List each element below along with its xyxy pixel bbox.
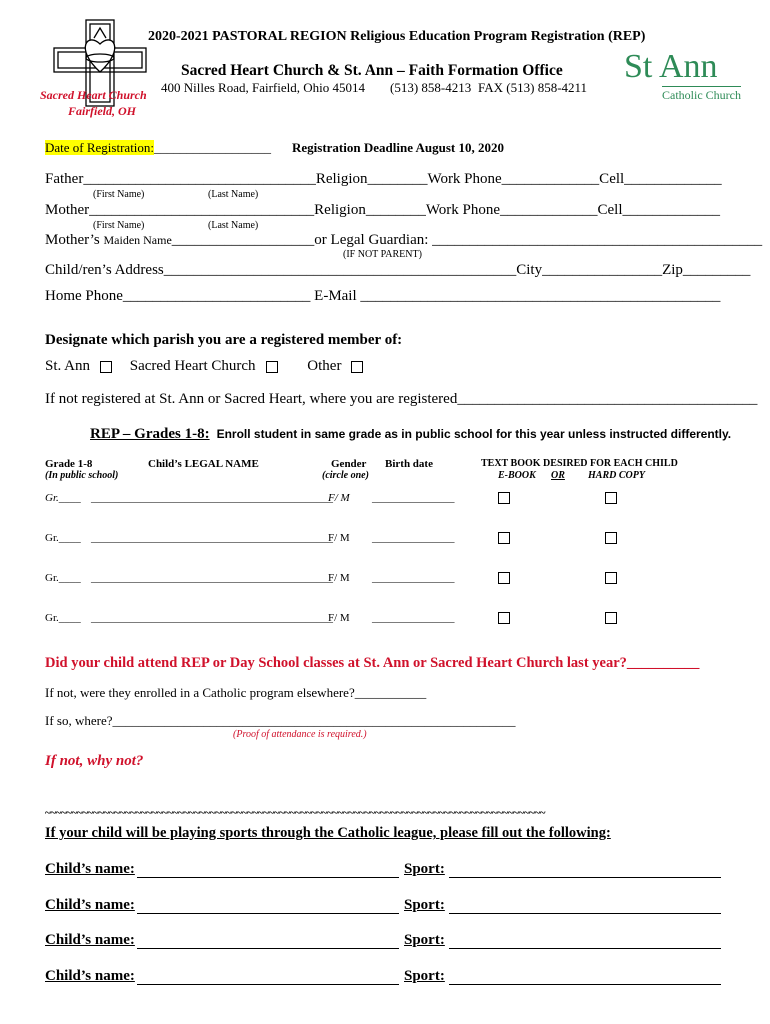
home-phone-email-line[interactable]: Home Phone_________________________ E-Mail ________________________________________________ bbox=[45, 288, 721, 304]
row-name[interactable]: ____________________________________________ bbox=[91, 532, 333, 544]
mother-line[interactable]: Mother______________________________Religion________Work Phone_____________Cell_____________ bbox=[45, 202, 721, 218]
why-not-label: If not, why not? bbox=[45, 753, 144, 769]
child-name-label: Child’s name: bbox=[45, 897, 135, 913]
child-name-line[interactable] bbox=[137, 913, 399, 914]
hardcopy-checkbox[interactable] bbox=[605, 572, 617, 584]
where-line[interactable]: If so, where?______________________________________________________________ bbox=[45, 713, 516, 728]
maiden-blank: ___________________or Legal Guardian: ____________________________________________ bbox=[171, 232, 763, 248]
logo-right-sub: Catholic Church bbox=[662, 88, 741, 102]
sports-row bbox=[45, 897, 725, 914]
maiden-label: Mother’s bbox=[45, 232, 100, 248]
col-book: TEXT BOOK DESIRED FOR EACH CHILD bbox=[481, 458, 678, 469]
row-name[interactable]: ____________________________________________ bbox=[91, 572, 333, 584]
office-address: 400 Nilles Road, Fairfield, Ohio 45014 bbox=[161, 80, 366, 95]
st-ann-logo bbox=[622, 48, 741, 102]
ebook-checkbox[interactable] bbox=[498, 612, 510, 624]
row-birth[interactable]: _______________ bbox=[372, 532, 455, 544]
sport-line[interactable] bbox=[449, 913, 721, 914]
sport-label: Sport: bbox=[404, 932, 445, 948]
row-name[interactable]: ____________________________________________ bbox=[91, 612, 333, 624]
col-ebook: E-BOOK bbox=[498, 470, 536, 481]
row-birth[interactable]: _______________ bbox=[372, 492, 455, 504]
sports-row bbox=[45, 932, 725, 949]
row-grade[interactable]: Gr.____ bbox=[45, 572, 81, 584]
table-row bbox=[45, 572, 745, 588]
sport-label: Sport: bbox=[404, 897, 445, 913]
table-row bbox=[45, 492, 745, 508]
sport-line[interactable] bbox=[449, 877, 721, 878]
sports-row bbox=[45, 861, 725, 878]
sports-heading: If your child will be playing sports through the Catholic league, please fill out the following: bbox=[45, 825, 611, 841]
col-grade: Grade 1-8 bbox=[45, 458, 93, 470]
table-row bbox=[45, 532, 745, 548]
opt-st-ann-label: St. Ann bbox=[45, 358, 91, 374]
proof-note: (Proof of attendance is required.) bbox=[233, 729, 367, 740]
row-name[interactable]: ____________________________________________ bbox=[91, 492, 333, 504]
mother-last-label: (Last Name) bbox=[208, 220, 259, 231]
child-name-label: Child’s name: bbox=[45, 932, 135, 948]
if-not-parent-label: (IF NOT PARENT) bbox=[343, 249, 422, 260]
father-line[interactable]: Father_______________________________Religion________Work Phone_____________Cell_____________ bbox=[45, 171, 722, 187]
opt-other-label: Other bbox=[307, 358, 342, 374]
child-name-label: Child’s name: bbox=[45, 968, 135, 984]
logo-left-line2: Fairfield, OH bbox=[68, 104, 136, 118]
registered-elsewhere-line[interactable]: If not registered at St. Ann or Sacred Heart, where you are registered________________________________________ bbox=[45, 391, 758, 407]
row-grade[interactable]: Gr.____ bbox=[45, 492, 81, 504]
parish-options bbox=[45, 358, 363, 375]
logo-left-line1: Sacred Heart Church bbox=[40, 88, 147, 102]
parish-heading: Designate which parish you are a registered member of: bbox=[45, 332, 403, 348]
enrolled-elsewhere-line[interactable]: If not, were they enrolled in a Catholic program elsewhere?___________ bbox=[45, 685, 427, 700]
ebook-checkbox[interactable] bbox=[498, 572, 510, 584]
hardcopy-checkbox[interactable] bbox=[605, 492, 617, 504]
date-blank: __________________ bbox=[154, 140, 272, 155]
sport-line[interactable] bbox=[449, 948, 721, 949]
row-grade[interactable]: Gr.____ bbox=[45, 532, 81, 544]
col-gender: Gender bbox=[331, 458, 367, 470]
col-grade-sub: (In public school) bbox=[45, 470, 119, 481]
col-hard: HARD COPY bbox=[588, 470, 645, 481]
logo-right-name: St Ann bbox=[624, 48, 718, 85]
sacred-heart-checkbox[interactable] bbox=[266, 361, 278, 373]
registration-deadline: Registration Deadline August 10, 2020 bbox=[292, 140, 504, 155]
mother-first-label: (First Name) bbox=[93, 220, 145, 231]
row-gender[interactable]: F/ M bbox=[328, 492, 350, 504]
address-line[interactable]: Child/ren’s Address_______________________________________________City________________Zip_________ bbox=[45, 262, 751, 278]
child-name-line[interactable] bbox=[137, 948, 399, 949]
date-label: Date of Registration: bbox=[45, 140, 155, 155]
maiden-small: Maiden Name bbox=[103, 233, 172, 247]
table-row bbox=[45, 612, 745, 628]
row-birth[interactable]: _______________ bbox=[372, 612, 455, 624]
row-gender[interactable]: F/ M bbox=[328, 612, 350, 624]
date-of-registration[interactable] bbox=[45, 140, 271, 156]
father-first-label: (First Name) bbox=[93, 189, 145, 200]
ebook-checkbox[interactable] bbox=[498, 532, 510, 544]
office-name: Sacred Heart Church & St. Ann – Faith Formation Office bbox=[181, 62, 563, 79]
st-ann-checkbox[interactable] bbox=[100, 361, 112, 373]
child-name-label: Child’s name: bbox=[45, 861, 135, 877]
sport-label: Sport: bbox=[404, 861, 445, 877]
office-phone: (513) 858-4213 bbox=[390, 80, 472, 95]
row-birth[interactable]: _______________ bbox=[372, 572, 455, 584]
child-name-line[interactable] bbox=[137, 877, 399, 878]
sport-label: Sport: bbox=[404, 968, 445, 984]
divider: ~~~~~~~~~~~~~~~~~~~~~~~~~~~~~~~~~~~~~~~~~~~~~~~~~~~~~~~~~~~~~~~~~~~~~~~~~~~~~~~~~~~~~~~~~~~~~~ bbox=[45, 807, 546, 819]
opt-sacred-heart-label: Sacred Heart Church bbox=[129, 358, 256, 374]
other-checkbox[interactable] bbox=[351, 361, 363, 373]
sport-line[interactable] bbox=[449, 984, 721, 985]
hardcopy-checkbox[interactable] bbox=[605, 612, 617, 624]
rep-heading-line bbox=[90, 425, 731, 443]
row-gender[interactable]: F/ M bbox=[328, 532, 350, 544]
rep-heading: REP – Grades 1-8: bbox=[90, 426, 210, 442]
col-gender-sub: (circle one) bbox=[322, 470, 369, 481]
child-name-line[interactable] bbox=[137, 984, 399, 985]
col-birth: Birth date bbox=[385, 458, 433, 470]
maiden-name-line[interactable] bbox=[45, 232, 762, 249]
attendance-question[interactable]: Did your child attend REP or Day School classes at St. Ann or Sacred Heart Church last year?__________ bbox=[45, 655, 700, 671]
sports-row bbox=[45, 968, 725, 985]
col-or: OR bbox=[551, 470, 565, 481]
office-fax: FAX (513) 858-4211 bbox=[478, 80, 588, 95]
hardcopy-checkbox[interactable] bbox=[605, 532, 617, 544]
rep-instruction: Enroll student in same grade as in public school for this year unless instructed differently. bbox=[216, 427, 732, 441]
father-last-label: (Last Name) bbox=[208, 189, 259, 200]
sacred-heart-logo bbox=[38, 14, 163, 126]
form-title: 2020-2021 PASTORAL REGION Religious Education Program Registration (REP) bbox=[148, 29, 646, 44]
row-grade[interactable]: Gr.____ bbox=[45, 612, 81, 624]
ebook-checkbox[interactable] bbox=[498, 492, 510, 504]
row-gender[interactable]: F/ M bbox=[328, 572, 350, 584]
col-name: Child’s LEGAL NAME bbox=[148, 458, 259, 470]
